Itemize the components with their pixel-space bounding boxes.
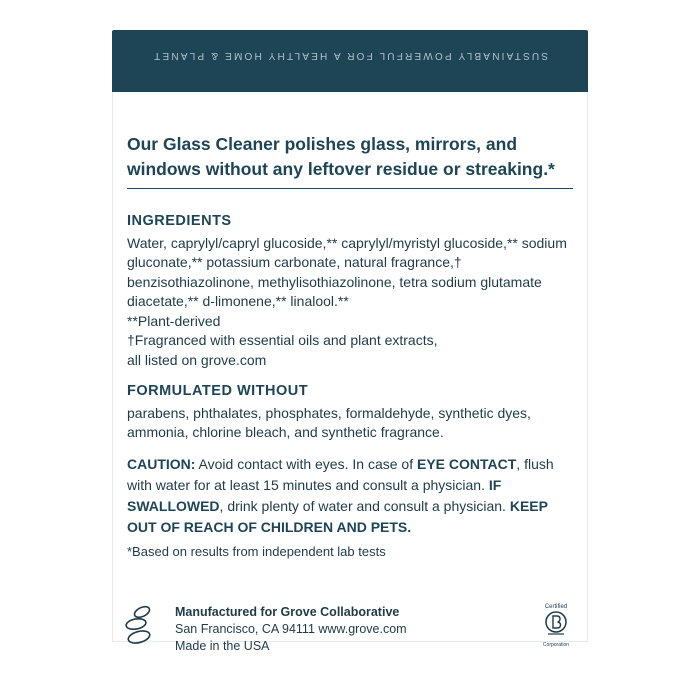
caution-label: CAUTION:	[127, 456, 196, 472]
product-headline: Our Glass Cleaner polishes glass, mirrors, and windows without any leftover residue or streaking.*	[127, 134, 555, 179]
plant-derived-note: **Plant-derived	[127, 312, 221, 329]
formulated-without-section	[127, 382, 579, 443]
divider-rule	[127, 188, 573, 189]
caution-text-1: Avoid contact with eyes. In case of	[195, 456, 417, 472]
caution-text	[127, 454, 579, 538]
formulated-without-heading: FORMULATED WITHOUT	[127, 383, 309, 399]
box-label-panel	[112, 92, 588, 653]
ingredients-text: Water, caprylyl/capryl glucoside,** caprylyl/myristyl glucoside,** sodium gluconate,** potassium carbonate, natural fragrance,† benzisothiazolinone, methylisothiazolinone, tetra sodium glutamate diacetate,** d-limonene,** linalool.**	[127, 234, 567, 309]
fragrance-note: †Fragranced with essential oils and plant extracts, all listed on grove.com	[127, 332, 438, 368]
manufacturer-footer	[123, 604, 579, 654]
lab-test-footnote: *Based on results from independent lab tests	[127, 544, 386, 559]
caution-section	[127, 454, 579, 538]
b-corp-certified-label: Certified	[544, 604, 568, 610]
grove-stones-logo-icon	[123, 604, 157, 654]
ingredients-heading: INGREDIENTS	[127, 213, 232, 229]
box-tagline: SUSTAINABLY POWERFUL FOR A HEALTHY HOME & PLANET	[151, 50, 549, 61]
caution-text-2: , flush with water for at least 15 minutes and consult a physician.	[127, 456, 554, 493]
b-corp-corporation-label: Corporation	[542, 642, 570, 648]
box-top-flap	[112, 30, 588, 92]
b-corp-badge	[539, 604, 573, 648]
manufacturer-address: San Francisco, CA 94111 www.grove.com	[175, 622, 407, 636]
caution-text-3: , drink plenty of water and consult a physician.	[219, 498, 510, 514]
eye-contact-label: EYE CONTACT	[416, 456, 517, 472]
product-box-back-panel	[112, 30, 588, 653]
formulated-without-text: parabens, phthalates, phosphates, formaldehyde, synthetic dyes, ammonia, chlorine bleach, and synthetic fragrance.	[127, 404, 531, 440]
if-swallowed-label: IF SWALLOWED	[127, 477, 502, 514]
manufacturer-name: Manufactured for Grove Collaborative	[175, 605, 400, 619]
ingredients-section	[127, 212, 579, 370]
keep-out-of-reach-label: KEEP OUT OF REACH OF CHILDREN AND PETS.	[127, 498, 548, 535]
manufacturer-info	[175, 604, 407, 655]
b-corp-icon	[544, 610, 568, 636]
manufacturer-origin: Made in the USA	[175, 639, 270, 653]
